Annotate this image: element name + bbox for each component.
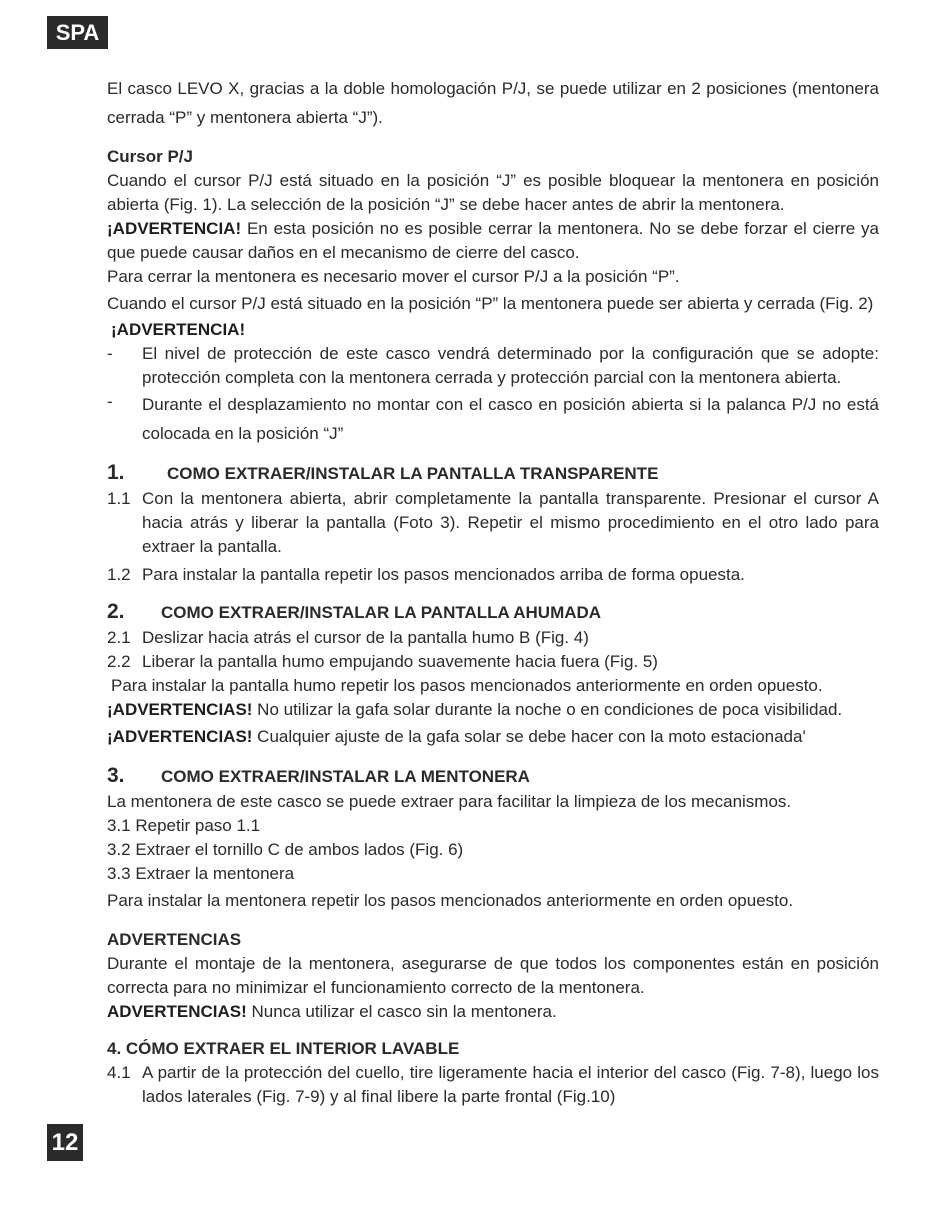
list-item: [107, 390, 879, 448]
language-tag: SPA: [47, 16, 108, 49]
section-3-step: 3.3 Extraer la mentonera: [107, 864, 295, 883]
cursor-pj-paragraph-2: Para cerrar la mentonera es necesario mover el cursor P/J a la posición “P”.: [107, 267, 680, 286]
step-marker: 1.1: [107, 489, 131, 508]
step-text: Liberar la pantalla humo empujando suavemente hacia fuera (Fig. 5): [142, 652, 658, 671]
cursor-pj-warning-2: [107, 318, 879, 342]
cursor-pj-paragraph-3: Cuando el cursor P/J está situado en la posición “P” la mentonera puede ser abierta y cerrada (Fig. 2): [107, 294, 874, 313]
list-item: [107, 342, 879, 390]
list-item: [107, 650, 879, 674]
bullet-text: Durante el desplazamiento no montar con el casco en posición abierta si la palanca P/J no está colocada en la posición “J”: [142, 395, 879, 443]
section-4-heading: 4. CÓMO EXTRAER EL INTERIOR LAVABLE: [107, 1039, 460, 1058]
warning-label: ¡ADVERTENCIA!: [107, 219, 242, 238]
bullet-marker: -: [107, 392, 113, 411]
list-item: [107, 1061, 879, 1109]
step-text: Deslizar hacia atrás el cursor de la pantalla humo B (Fig. 4): [142, 628, 589, 647]
advertencias-warning: [107, 1000, 879, 1024]
warning-text: Cualquier ajuste de la gafa solar se debe hacer con la moto estacionada': [252, 727, 806, 746]
page-number: 12: [47, 1124, 83, 1161]
cursor-pj-heading: Cursor P/J: [107, 147, 193, 166]
step-marker: 4.1: [107, 1063, 131, 1082]
section-2-heading: [107, 599, 879, 626]
intro-paragraph: El casco LEVO X, gracias a la doble homologación P/J, se puede utilizar en 2 posiciones (mentonera cerrada “P” y mentonera abierta “J”).: [107, 79, 879, 127]
section-1-heading: [107, 460, 879, 487]
warning-text: Nunca utilizar el casco sin la mentonera.: [246, 1002, 557, 1021]
section-title: COMO EXTRAER/INSTALAR LA PANTALLA AHUMADA: [161, 603, 602, 622]
warning-label: ADVERTENCIAS!: [107, 1002, 247, 1021]
cursor-pj-warning: [107, 217, 879, 265]
list-item: [107, 626, 879, 650]
step-text: Con la mentonera abierta, abrir completamente la pantalla transparente. Presionar el cursor A hacia atrás y liberar la pantalla (Foto 3). Repetir el mismo procedimiento en el otro lado para extraer la pantalla.: [142, 489, 879, 556]
step-marker: 2.2: [107, 652, 131, 671]
list-item: [107, 487, 879, 559]
section-2-paragraph: Para instalar la pantalla humo repetir los pasos mencionados anteriormente en orden opuesto.: [111, 676, 823, 695]
step-marker: 2.1: [107, 628, 131, 647]
section-3-step: 3.1 Repetir paso 1.1: [107, 816, 261, 835]
warning-label: ¡ADVERTENCIAS!: [107, 700, 253, 719]
section-number: 1.: [107, 461, 125, 484]
section-number: 3.: [107, 764, 125, 787]
bullet-text: El nivel de protección de este casco vendrá determinado por la configuración que se adopte: protección completa con la mentonera cerrada y protección parcial con la mentonera abierta.: [142, 344, 879, 387]
warning-text: No utilizar la gafa solar durante la noche o en condiciones de poca visibilidad.: [252, 700, 843, 719]
section-3-paragraph-1: La mentonera de este casco se puede extraer para facilitar la limpieza de los mecanismos.: [107, 792, 792, 811]
warning-label: ¡ADVERTENCIAS!: [107, 727, 253, 746]
section-3-heading: [107, 763, 879, 790]
step-text: A partir de la protección del cuello, tire ligeramente hacia el interior del casco (Fig. 7-8), luego los lados laterales (Fig. 7-9) y al final libere la parte frontal (Fig.10): [142, 1063, 879, 1106]
warning-text: En esta posición no es posible cerrar la mentonera. No se debe forzar el cierre ya que puede causar daños en el mecanismo de cierre del casco.: [107, 219, 879, 262]
section-2-warning-1: [107, 698, 879, 722]
section-title: COMO EXTRAER/INSTALAR LA MENTONERA: [161, 767, 530, 786]
section-3-paragraph-2: Para instalar la mentonera repetir los pasos mencionados anteriormente en orden opuesto.: [107, 891, 794, 910]
advertencias-paragraph: Durante el montaje de la mentonera, asegurarse de que todos los componentes están en posición correcta para no minimizar el funcionamiento correcto de la mentonera.: [107, 954, 879, 997]
section-3-step: 3.2 Extraer el tornillo C de ambos lados (Fig. 6): [107, 840, 464, 859]
section-title: COMO EXTRAER/INSTALAR LA PANTALLA TRANSPARENTE: [167, 464, 659, 483]
bullet-marker: -: [107, 344, 113, 363]
section-2-warning-2: [107, 722, 879, 751]
warning-label: ¡ADVERTENCIA!: [111, 320, 246, 339]
step-text: Para instalar la pantalla repetir los pasos mencionados arriba de forma opuesta.: [142, 565, 745, 584]
cursor-pj-paragraph-1: Cuando el cursor P/J está situado en la posición “J” es posible bloquear la mentonera en posición abierta (Fig. 1). La selección de la posición “J” se debe hacer antes de abrir la mentonera.: [107, 171, 879, 214]
step-marker: 1.2: [107, 565, 131, 584]
advertencias-heading: ADVERTENCIAS: [107, 930, 242, 949]
list-item: [107, 563, 879, 587]
page-content: [107, 74, 879, 1109]
section-number: 2.: [107, 600, 125, 623]
